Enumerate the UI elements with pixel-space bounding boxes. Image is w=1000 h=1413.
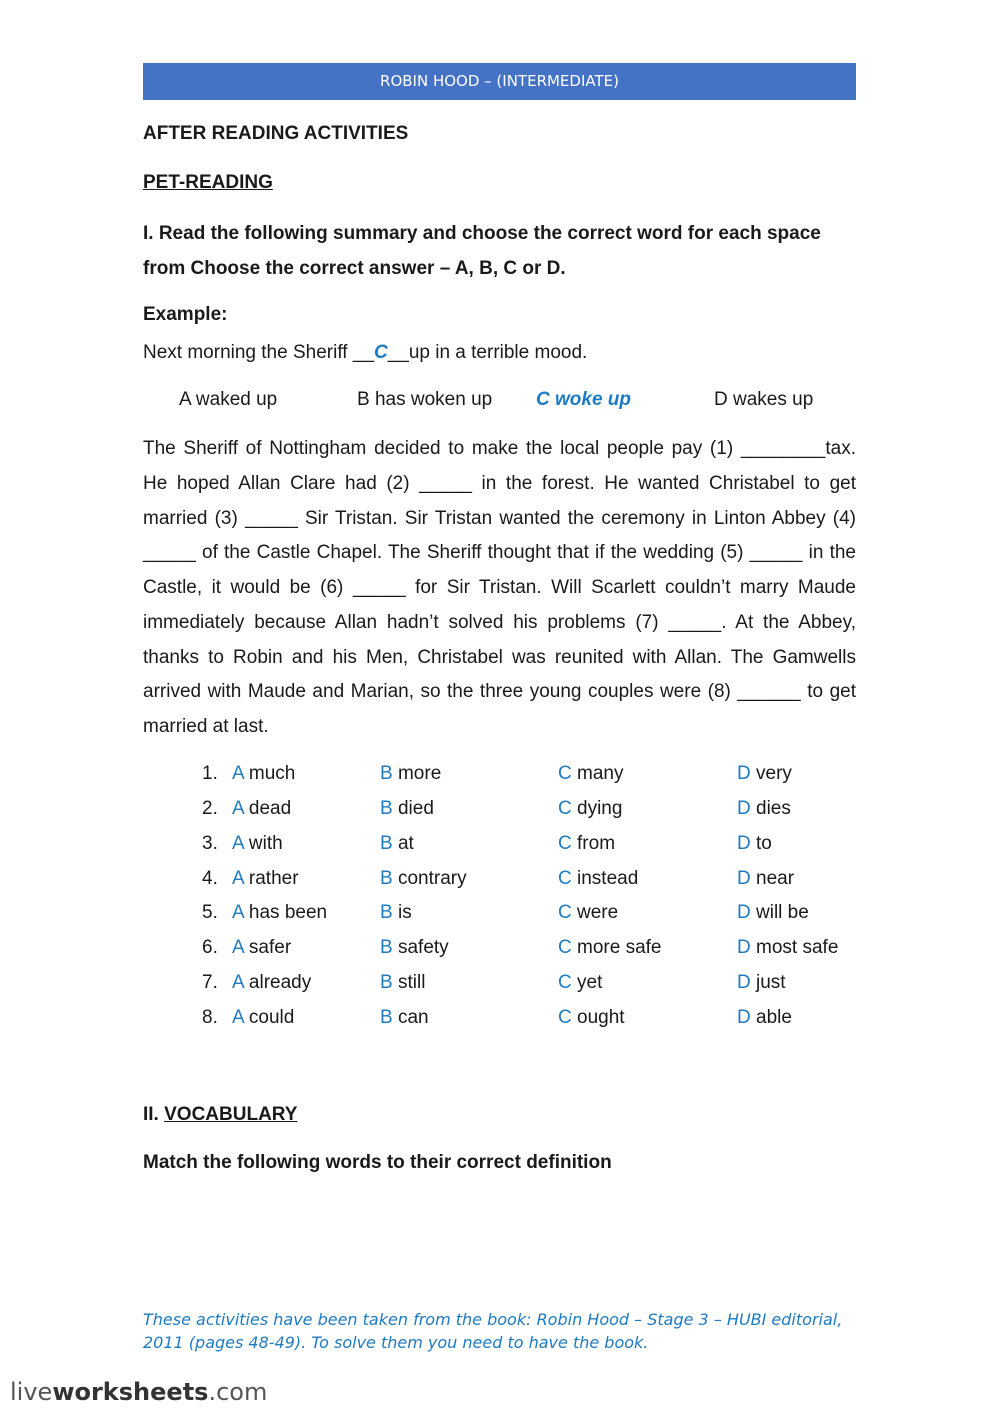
option-d[interactable]: D very [737,763,792,784]
question-row [0,902,1000,936]
option-c[interactable]: C dying [558,798,623,819]
option-a[interactable]: A already [232,972,312,993]
option-d[interactable]: D most safe [737,937,839,958]
vocab-title: VOCABULARY [164,1104,298,1125]
option-a[interactable]: A with [232,833,283,854]
question-number: 4. [202,868,218,889]
example-sentence-start: Next morning the Sheriff __ [143,342,374,363]
option-d[interactable]: D dies [737,798,791,819]
section-title: AFTER READING ACTIVITIES [143,123,409,144]
option-b[interactable]: B safety [380,937,449,958]
option-a[interactable]: A rather [232,868,299,889]
option-b[interactable]: B is [380,902,412,923]
question-row [0,937,1000,971]
option-b[interactable]: B died [380,798,434,819]
question-number: 2. [202,798,218,819]
option-c[interactable]: C were [558,902,619,923]
option-c[interactable]: C yet [558,972,603,993]
summary-paragraph: The Sheriff of Nottingham decided to make the local people pay (1) ________tax. He hoped Allan Clare had (2) _____ in the forest. He wanted Christabel to get married (3) _____ Sir Tristan. Sir Tristan wanted the ceremony in Linton Abbey (4) _____ of the Castle Chapel. The Sheriff thought that if the wedding (5) _____ in the Castle, it would be (6) _____ for Sir Tristan. Will Scarlett couldn’t marry Maude immediately because Allan hadn’t solved his problems (7) _____. At the Abbey, thanks to Robin and his Men, Christabel was reunited with Allan. The Gamwells arrived with Maude and Marian, so the three young couples were (8) ______ to get married at last. [143,438,856,737]
liveworksheets-logo: liveworksheets.com [10,1378,268,1406]
pet-title: PET-READING [143,172,273,193]
footer-note: These activities have been taken from the book: Robin Hood – Stage 3 – HUBI editorial, 2011 (pages 48-49). To solve them you need to have the book. [143,1310,843,1352]
option-d[interactable]: D will be [737,902,809,923]
option-c[interactable]: C from [558,833,616,854]
option-a[interactable]: A has been [232,902,328,923]
example-option-d: D wakes up [714,389,814,410]
example-option-a: A waked up [179,389,278,410]
option-d[interactable]: D able [737,1007,792,1028]
question-number: 3. [202,833,218,854]
question-row [0,763,1000,797]
question-row [0,868,1000,902]
option-c[interactable]: C ought [558,1007,625,1028]
question-row [0,972,1000,1006]
option-a[interactable]: A dead [232,798,292,819]
question-row [0,1007,1000,1041]
option-b[interactable]: B can [380,1007,429,1028]
question-number: 5. [202,902,218,923]
option-d[interactable]: D to [737,833,772,854]
question-number: 7. [202,972,218,993]
example-option-b: B has woken up [357,389,493,410]
option-a[interactable]: A safer [232,937,292,958]
header-title: ROBIN HOOD – (INTERMEDIATE) [380,72,619,90]
option-a[interactable]: A much [232,763,296,784]
instruction: I. Read the following summary and choose the correct word for each space from Choose the correct answer – A, B, C or D. [143,223,821,279]
option-c[interactable]: C instead [558,868,639,889]
option-b[interactable]: B more [380,763,442,784]
question-row [0,798,1000,832]
option-d[interactable]: D near [737,868,795,889]
option-b[interactable]: B still [380,972,426,993]
option-a[interactable]: A could [232,1007,295,1028]
example-sentence [143,342,587,364]
option-b[interactable]: B at [380,833,414,854]
question-row [0,833,1000,867]
example-sentence-end: __up in a terrible mood. [387,342,588,363]
option-d[interactable]: D just [737,972,786,993]
example-answer: C [373,342,388,363]
header-bar [143,63,856,100]
example-option-c-correct: C woke up [536,389,632,410]
question-number: 1. [202,763,218,784]
example-label: Example: [143,304,228,325]
vocab-instruction: Match the following words to their correct definition [143,1152,612,1173]
option-c[interactable]: C many [558,763,624,784]
vocab-prefix: II. [143,1104,165,1125]
option-b[interactable]: B contrary [380,868,467,889]
vocab-heading [143,1104,297,1126]
question-number: 8. [202,1007,218,1028]
option-c[interactable]: C more safe [558,937,662,958]
question-number: 6. [202,937,218,958]
